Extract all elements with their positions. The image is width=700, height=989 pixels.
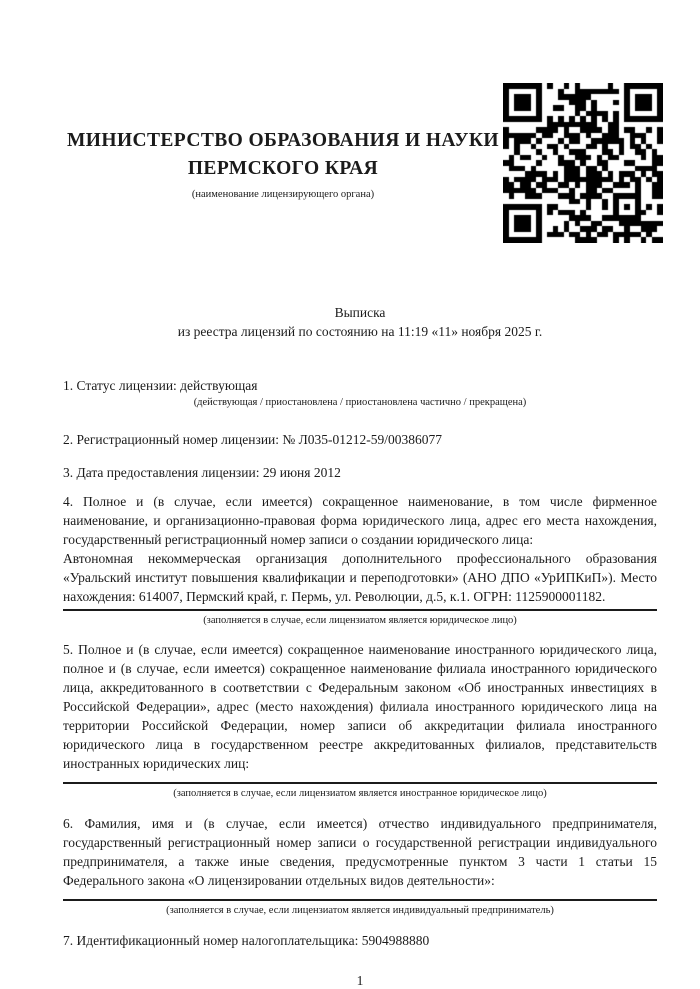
- licensing-authority-name-line2: ПЕРМСКОГО КРАЯ: [187, 158, 379, 179]
- document-title: [63, 303, 657, 341]
- document-header: [63, 83, 663, 243]
- field-individual-entrepreneur: [63, 814, 657, 917]
- field-license-status-caption: (действующая / приостановлена / приостановлена частично / прекращена): [193, 397, 527, 408]
- fill-in-rule-foreign-entity: [63, 782, 657, 784]
- licensing-authority-caption: (наименование лицензирующего органа): [191, 189, 375, 200]
- field-legal-entity: [63, 492, 657, 627]
- field-individual-entrepreneur-question: 6. Фамилия, имя и (в случае, если имеется) отчество индивидуального предпринимателя, государственный регистрационный номер записи о государственной регистрации индивидуального предпринимателя, а также иные сведения, предусмотренные пунктом 3 части 1 статьи 15 Федерального закона «О лицензировании отдельных видов деятельности»:: [63, 816, 657, 888]
- field-registration-number: 2. Регистрационный номер лицензии: № Л035-01212-59/00386077: [63, 432, 443, 447]
- field-taxpayer-number: 7. Идентификационный номер налогоплательщика: 5904988880: [63, 933, 430, 948]
- field-legal-entity-answer: Автономная некоммерческая организация дополнительного профессионального образования «Уральский институт повышения квалификации и переподготовки» (АНО ДПО «УрИПКиП»). Место нахождения: 614007, Пермский край, г. Пермь, ул. Революции, д.5, к.1. ОГРН: 1125900001182.: [63, 551, 657, 604]
- field-legal-entity-caption: (заполняется в случае, если лицензиатом является юридическое лицо): [203, 615, 517, 626]
- field-foreign-entity-caption: (заполняется в случае, если лицензиатом является иностранное юридическое лицо): [173, 788, 547, 799]
- field-legal-entity-question: 4. Полное и (в случае, если имеется) сокращенное наименование, в том числе фирменное наименование, и организационно-правовая форма юридического лица, адрес его места нахождения, государственный регистрационный номер записи о создании юридического лица:: [63, 494, 657, 547]
- field-license-status: 1. Статус лицензии: действующая: [63, 378, 258, 393]
- licensing-authority-block: [63, 83, 503, 201]
- document-body: [63, 303, 657, 989]
- qr-code: [503, 83, 663, 243]
- page-number: 1: [356, 973, 364, 988]
- field-grant-date: 3. Дата предоставления лицензии: 29 июня 2012: [63, 465, 341, 480]
- fill-in-rule-individual-entrepreneur: [63, 899, 657, 901]
- licensing-authority-name-line1: МИНИСТЕРСТВО ОБРАЗОВАНИЯ И НАУКИ: [67, 130, 499, 151]
- field-foreign-entity-question: 5. Полное и (в случае, если имеется) сокращенное наименование иностранного юридического лица, полное и (в случае, если имеется) сокращенное наименование филиала иностранного юридического лица, аккредитованного в соответствии с Федеральным законом «Об иностранных инвестициях в Российской Федерации», адрес (место нахождения) филиала иностранного юридического лица на территории Российской Федерации, номер записи об аккредитации филиала иностранного юридического лица в государственном реестре аккредитованных филиалов, представительств иностранных юридических лиц:: [63, 642, 657, 771]
- document-subtitle-line: из реестра лицензий по состоянию на 11:19 «11» ноября 2025 г.: [177, 324, 543, 339]
- field-individual-entrepreneur-caption: (заполняется в случае, если лицензиатом является индивидуальный предприниматель): [166, 905, 554, 916]
- document-title-line: Выписка: [334, 305, 386, 320]
- field-foreign-entity: [63, 640, 657, 800]
- licensing-authority-name: [63, 127, 503, 183]
- fill-in-rule-legal-entity: [63, 609, 657, 611]
